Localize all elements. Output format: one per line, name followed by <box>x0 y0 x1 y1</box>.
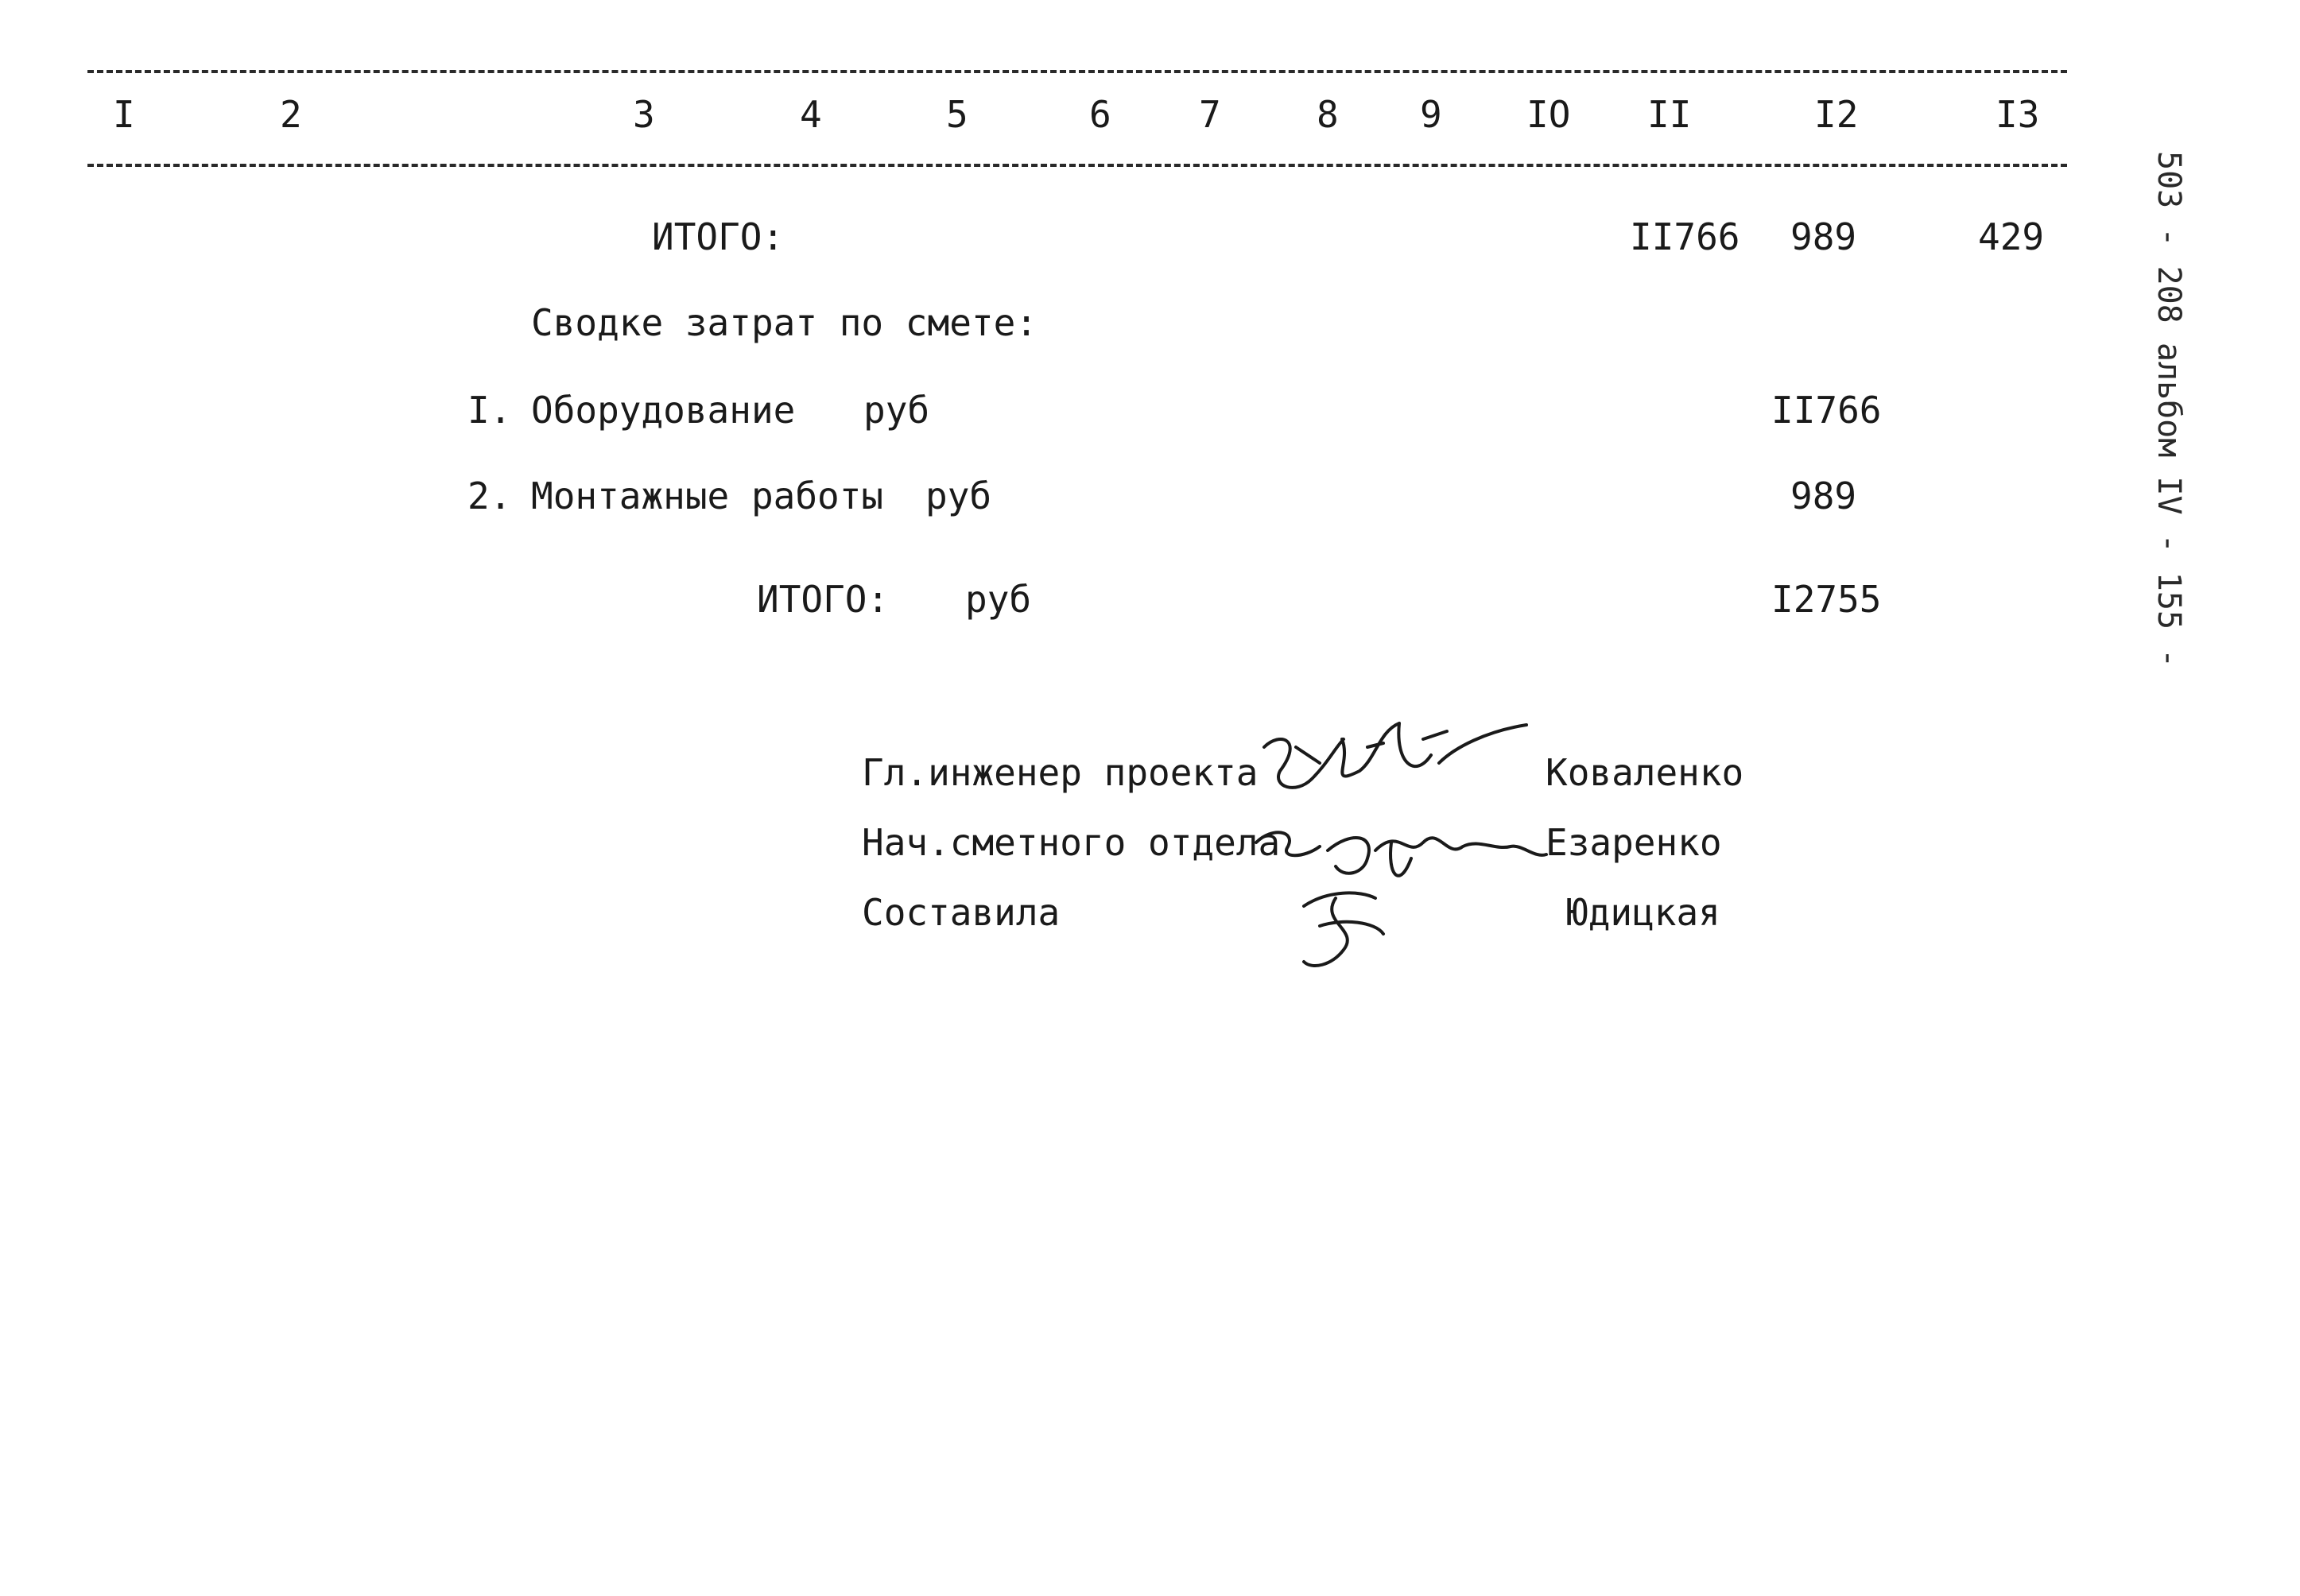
summary-item-label: Монтажные работы <box>531 475 884 517</box>
column-number: I2 <box>1814 93 1859 136</box>
column-number: 7 <box>1199 93 1221 136</box>
column-number: I3 <box>1996 93 2040 136</box>
summary-item-unit: руб <box>863 389 930 432</box>
summary-item-number: I. <box>467 389 512 432</box>
column-number: 2 <box>280 93 302 136</box>
column-number: II <box>1647 93 1692 136</box>
handwritten-signature-compiler <box>1288 882 1399 978</box>
signature-name: Езаренко <box>1546 821 1722 864</box>
summary-total-unit: руб <box>965 578 1032 621</box>
margin-annotation: 503 - 208 альбом IV - 155 - <box>2151 151 2187 668</box>
summary-item-label: Оборудование <box>531 389 796 432</box>
totals-col11: II766 <box>1630 215 1740 258</box>
column-number: IO <box>1526 93 1571 136</box>
header-top-rule <box>87 70 2067 73</box>
summary-item-value: II766 <box>1771 389 1882 432</box>
summary-heading: Сводке затрат по смете: <box>531 301 1038 344</box>
handwritten-signature-chief-engineer <box>1248 715 1534 819</box>
column-number: I <box>113 93 135 136</box>
summary-total-value: I2755 <box>1771 578 1882 621</box>
signature-name: Юдицкая <box>1566 891 1720 934</box>
totals-col13: 429 <box>1978 215 2045 258</box>
totals-col12: 989 <box>1790 215 1857 258</box>
column-number: 6 <box>1089 93 1111 136</box>
column-number: 5 <box>946 93 968 136</box>
column-number: 9 <box>1420 93 1442 136</box>
summary-item-unit: руб <box>925 475 992 517</box>
column-number: 3 <box>633 93 655 136</box>
summary-total-label: ИТОГО: <box>757 578 890 621</box>
summary-item-value: 989 <box>1790 475 1857 517</box>
header-bottom-rule <box>87 164 2067 167</box>
signature-role: Нач.сметного отдела <box>862 821 1281 864</box>
signature-role: Составила <box>862 891 1061 934</box>
summary-item-number: 2. <box>467 475 512 517</box>
column-number: 4 <box>800 93 822 136</box>
signature-role: Гл.инженер проекта <box>862 751 1259 794</box>
totals-label: ИТОГО: <box>652 215 785 258</box>
column-number: 8 <box>1317 93 1339 136</box>
signature-name: Коваленко <box>1546 751 1744 794</box>
